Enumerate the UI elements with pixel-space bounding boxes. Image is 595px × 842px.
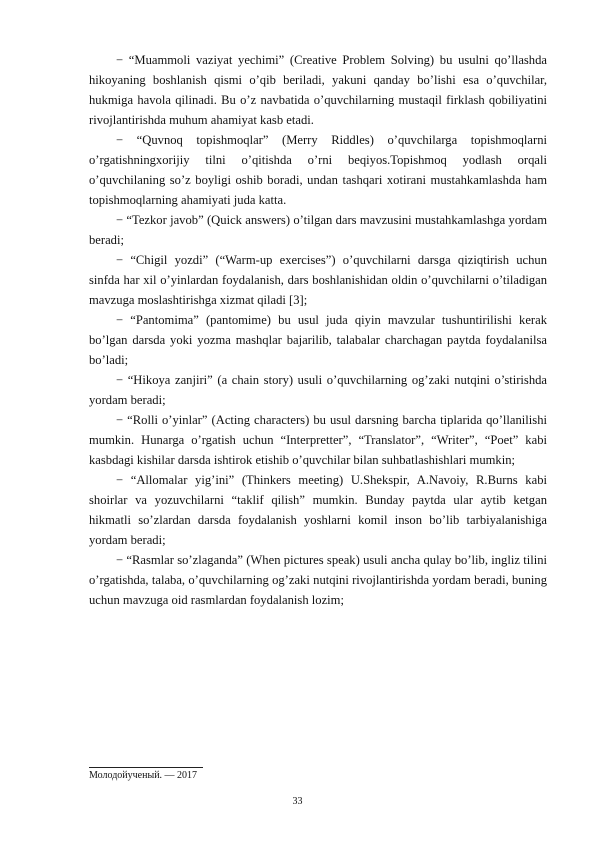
paragraph-chain-story: − “Hikoya zanjiri” (a chain story) usuli o’quvchilarning og’zaki nutqini o’stirishda yordam beradi; [89, 373, 547, 407]
footnote: Молодойученый. — 2017 [89, 770, 198, 781]
page-number: 33 [292, 796, 303, 807]
paragraph-pantomime: − “Pantomima” (pantomime) bu usul juda qiyin mavzular tushuntirilishi kerak bo’lgan darsda yoki yozma mashqlar bajarilib, talabalar charchagan paytda foydalanilsa bo’ladi; [89, 313, 547, 367]
paragraph-merry-riddles: − “Quvnoq topishmoqlar” (Merry Riddles) o’quvchilarga topishmoqlarni o’rgatishningxorijiy tilni o’qitishda o’rni beqiyos.Topishmoq yodlash orqali o’quvchilaning so’z boyligi oshib boradi, undan tashqari xotirani mustahkamlashda ham topishmoqlarning ahamiyati juda katta. [89, 133, 547, 207]
paragraph-quick-answers: − “Tezkor javob” (Quick answers) o’tilgan dars mavzusini mustahkamlashga yordam beradi; [89, 213, 547, 247]
paragraph-creative-problem-solving: − “Muammoli vaziyat yechimi” (Creative Problem Solving) bu usulni qo’llashda hikoyaning boshlanish qismi o’qib beriladi, yakuni qanday bo’lishi esa o’quvchilar, hukmiga havola qilinadi. Bu o’z navbatida o’quvchilarning mustaqil firklash qobiliyatini rivojlantirishda muhum ahamiyat kasb etadi. [89, 53, 547, 127]
paragraph-acting-characters: − “Rolli o’yinlar” (Acting characters) bu usul darsning barcha tiplarida qo’llanilishi mumkin. Hunarga o’rgatish uchun “Interpretter”, “Translator”, “Writer”, “Poet” kabi kasbdagi kishilar darsda ishtirok etishib o’quvchilar bilan suhbatlashishlari mumkin; [89, 413, 547, 467]
paragraph-when-pictures-speak: − “Rasmlar so’zlaganda” (When pictures speak) usuli ancha qulay bo’lib, ingliz tilini o’rgatishda, talaba, o’quvchilarning og’zaki nutqini rivojlantirishda yordam beradi, buning uchun mavzuga oid rasmlardan foydalanish lozim; [89, 553, 547, 607]
footnote-divider [89, 767, 203, 768]
paragraph-thinkers-meeting: − “Allomalar yig’ini” (Thinkers meeting) U.Shekspir, A.Navoiy, R.Burns kabi shoirlar va yozuvchilarni “taklif qilish” mumkin. Bunday paytda ular aytib ketgan hikmatli so’zlardan darsda foydalanish yoshlarni komil inson bo’lib tarbiyalanishiga yordam beradi; [89, 473, 547, 547]
paragraph-warm-up-exercises: − “Chigil yozdi” (“Warm-up exercises”) o’quvchilarni darsga qiziqtirish uchun sinfda har xil o’yinlardan foydalanish, dars boshlanishidan oldin o’quvchilarni o’tiladigan mavzuga moslashtirishga xizmat qiladi [3]; [89, 253, 547, 307]
page-body [89, 50, 547, 610]
